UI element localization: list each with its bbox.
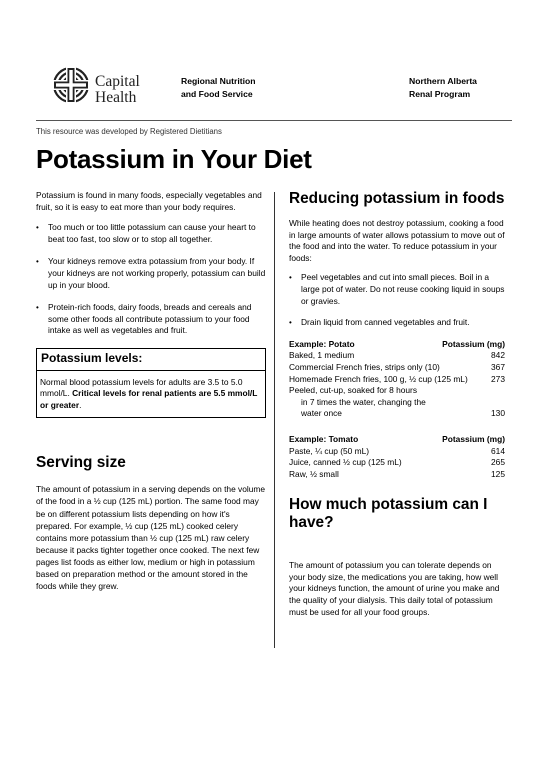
right-bullet-list [289,272,505,328]
table-row: water once 130 [301,408,505,419]
logo-wordmark: Capital Health [95,73,140,106]
list-item: • Protein-rich foods, dairy foods, breads and cereals and some other foods all contribute potassium to your food intake as well as vegetables and fruit. [36,302,266,337]
capital-health-logo-icon [52,66,90,104]
box-title: Potassium levels: [37,353,265,371]
department-name: Regional Nutrition and Food Service [181,76,256,99]
list-item: • Your kidneys remove extra potassium from your body. If your kidneys are not working properly, potassium can build up in your blood. [36,256,266,291]
table-row: Raw, ½ small 125 [289,468,505,479]
table-row: Commercial French fries, strips only (10) 367 [289,361,505,372]
box-body: Normal blood potassium levels for adults are 3.5 to 5.0 mmol/L. Critical levels for renal patients are 5.5 mmol/L or greater. [40,376,258,410]
left-column [36,190,266,592]
right-column [289,190,505,618]
table-header: Example: Tomato Potassium (mg) [289,433,505,444]
table-row: Homemade French fries, 100 g, ½ cup (125 mL) 273 [289,373,505,384]
serving-size-paragraph: The amount of potassium in a serving depends on the volume of the food in a ½ cup (125 mL) portion. The same food may be on different potassium lists depending on how it's prepared. For example, ½ cup (125 mL) cooked celery contains more potassium than ½ cup (125 mL) raw celery because it packs tighter together once cooked. The next few pages list foods as either low, medium or high in potassium based on preparation method or the amount stored in the foods while they grew. [36,484,266,592]
credit-line: This resource was developed by Registered Dietitians [36,127,222,136]
potato-example-table [289,339,505,420]
reducing-potassium-heading: Reducing potassium in foods [289,190,505,207]
header-rule [36,120,512,121]
list-item: • Drain liquid from canned vegetables and fruit. [289,317,505,329]
how-much-potassium-heading: How much potassium can I have? [289,496,488,532]
page-header [0,0,550,136]
table-row: Juice, canned ½ cup (125 mL) 265 [289,457,505,468]
reducing-intro-paragraph: While heating does not destroy potassium, cooking a food in large amounts of water allows potassium to move out of the food and into the water. To reduce potassium in your foods: [289,218,505,263]
left-bullet-list [36,222,266,337]
page-title: Potassium in Your Diet [36,144,312,174]
how-much-paragraph: The amount of potassium you can tolerate depends on your body size, the medications you are taking, how well your kidneys function, the amount of urine you make and the quality of your dialysis. This daily total of potassium must be used for all your food groups. [289,560,500,617]
serving-size-heading: Serving size [36,454,126,472]
intro-paragraph: Potassium is found in many foods, especially vegetables and fruit, so it is easy to eat more than your body requires. [36,190,262,212]
table-row: Peeled, cut-up, soaked for 8 hours [289,385,418,396]
table-row: Paste, ¼ cup (50 mL) 614 [289,445,505,456]
program-name: Northern Alberta Renal Program [409,76,477,99]
potassium-levels-box [36,348,266,418]
table-row: in 7 times the water, changing the [301,396,426,407]
tomato-example-table [289,434,505,480]
list-item: • Peel vegetables and cut into small pieces. Boil in a large pot of water. Do not reuse cooking liquid in soups or gravies. [289,272,505,307]
list-item: • Too much or too little potassium can cause your heart to beat too fast, too slow or to stop all together. [36,222,266,245]
column-divider [274,192,275,648]
table-header: Example: Potato Potassium (mg) [289,338,505,349]
table-row: Baked, 1 medium 842 [289,350,505,361]
